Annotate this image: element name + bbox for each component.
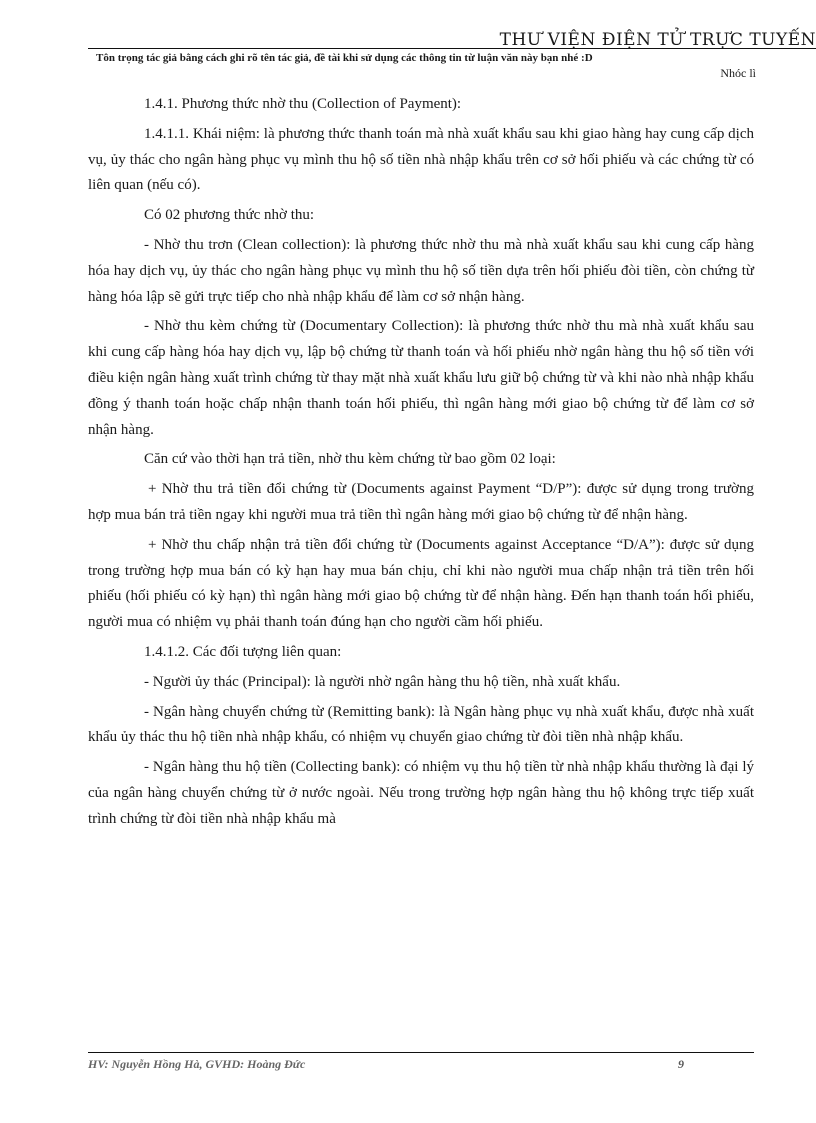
paragraph: - Người ủy thác (Principal): là người nhờ ngân hàng thu hộ tiền, nhà xuất khẩu. bbox=[144, 673, 621, 690]
paragraph: 1.4.1.1. Khái niệm: là phương thức thanh toán mà nhà xuất khẩu sau khi giao hàng hay cung cấp dịch vụ, ủy thác cho ngân hàng phục vụ mình thu hộ số tiền nhà nhập khẩu trên cơ sở hối phiếu và các chứng từ có liên quan (nếu có). bbox=[88, 125, 754, 194]
paragraph: - Nhờ thu trơn (Clean collection): là phương thức nhờ thu mà nhà xuất khẩu sau khi cung cấp hàng hóa hay dịch vụ, ủy thác cho ngân hàng phục vụ mình thu hộ số tiền dựa trên hối phiếu đòi tiền, còn chứng từ hàng hóa lập sẽ gửi trực tiếp cho nhà nhập khẩu để làm cơ sở nhận hàng. bbox=[88, 236, 754, 305]
paragraph: - Nhờ thu kèm chứng từ (Documentary Collection): là phương thức nhờ thu mà nhà xuất khẩu sau khi cung cấp hàng hóa hay dịch vụ, lập bộ chứng từ thanh toán và hối phiếu nhờ ngân hàng thu hộ số tiền với điều kiện ngân hàng xuất trình chứng từ thay mặt nhà xuất khẩu lưu giữ bộ chứng từ và khi nào nhà nhập khẩu đồng ý thanh toán hoặc chấp nhận thanh toán hối phiếu, thì ngân hàng mới giao bộ chứng từ để làm cơ sở nhận hàng. bbox=[88, 318, 754, 438]
section-heading: 1.4.1. Phương thức nhờ thu (Collection of Payment): bbox=[144, 96, 462, 112]
section-heading: 1.4.1.2. Các đối tượng liên quan: bbox=[144, 643, 342, 660]
paragraph: Căn cứ vào thời hạn trả tiền, nhờ thu kèm chứng từ bao gồm 02 loại: bbox=[144, 451, 556, 468]
paragraph: + Nhờ thu trả tiền đổi chứng từ (Documents against Payment “D/P”): được sử dụng trong trường hợp mua bán trả tiền ngay khi người mua trả tiền thì ngân hàng mới giao bộ chứng từ để nhận hàng. bbox=[88, 481, 754, 523]
paragraph: Có 02 phương thức nhờ thu: bbox=[144, 207, 315, 224]
paragraph: + Nhờ thu chấp nhận trả tiền đổi chứng từ (Documents against Acceptance “D/A”): được sử dụng trong trường hợp mua bán có kỳ hạn hay mua bán chịu, chỉ khi nào người mua chấp nhận trả tiền trên hối phiếu (hối phiếu có kỳ hạn) thì ngân hàng mới giao bộ chứng từ để nhận hàng. Đến hạn thanh toán hối phiếu, người mua có nhiệm vụ phải thanh toán đúng hạn cho người cầm hối phiếu. bbox=[88, 536, 754, 631]
paragraph: - Ngân hàng chuyển chứng từ (Remitting bank): là Ngân hàng phục vụ nhà xuất khẩu, được nhà xuất khẩu ủy thác thu hộ tiền nhà nhập khẩu, có nhiệm vụ chuyển giao chứng từ đòi tiền nhà nhập khẩu. bbox=[88, 703, 754, 746]
header-divider bbox=[88, 48, 816, 49]
copyright-notice: Tôn trọng tác giả bằng cách ghi rõ tên tác giả, đề tài khi sử dụng các thông tin từ luận văn này bạn nhé :D bbox=[96, 52, 593, 64]
footer-divider bbox=[88, 1052, 754, 1053]
paragraph: - Ngân hàng thu hộ tiền (Collecting bank): có nhiệm vụ thu hộ tiền từ nhà nhập khẩu thường là đại lý của ngân hàng chuyển chứng từ ở nước ngoài. Nếu trong trường hợp ngân hàng thu hộ không trực tiếp xuất trình chứng từ đòi tiền nhà nhập khẩu mà bbox=[88, 759, 754, 827]
library-header-title: THƯ VIỆN ĐIỆN TỬ TRỰC TUYẾN bbox=[499, 30, 816, 50]
uploader-nickname: Nhóc lì bbox=[720, 66, 756, 80]
footer-author: HV: Nguyễn Hồng Hà, GVHD: Hoàng Đức bbox=[88, 1057, 306, 1071]
page-number: 9 bbox=[678, 1057, 684, 1071]
document-body bbox=[88, 92, 754, 837]
